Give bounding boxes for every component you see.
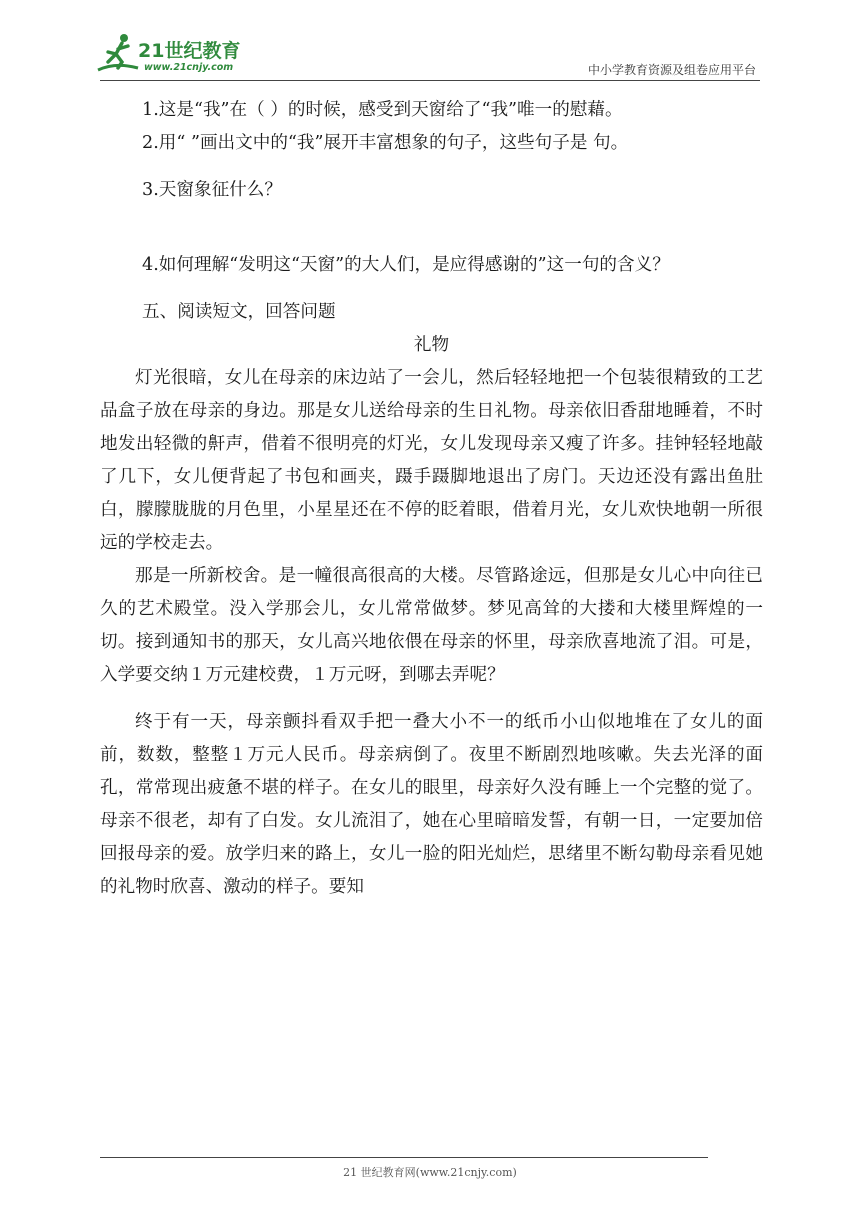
logo-text: 21世纪教育 bbox=[138, 40, 241, 62]
question-2: 2.用“ ”画出文中的“我”展开丰富想象的句子，这些句子是 句。 bbox=[142, 133, 629, 153]
section-heading: 五、阅读短文，回答问题 bbox=[142, 302, 336, 322]
story-paragraph: 终于有一天，母亲颤抖看双手把一叠大小不一的纸币小山似地堆在了女儿的面前，数数，整整１万元人民币。母亲病倒了。夜里不断剧烈地咳嗽。失去光泽的面孔，常常现出疲惫不堪的样子。在女儿的眼里，母亲好久没有睡上一个完整的觉了。母亲不很老，却有了白发。女儿流泪了，她在心里暗暗发誓，有朝一日，一定要加倍回报母亲的爱。放学归来的路上，女儿一脸的阳光灿烂，思绪里不断勾勒母亲看见她的礼物时欣喜、激动的样子。要知 bbox=[100, 712, 763, 897]
footer-divider bbox=[100, 1157, 708, 1158]
story-title: 礼物 bbox=[413, 335, 450, 355]
logo bbox=[94, 32, 264, 80]
page-header bbox=[0, 0, 860, 84]
page-footer: 21 世纪教育网(www.21cnjy.com) bbox=[343, 1166, 517, 1179]
document-body bbox=[100, 94, 763, 904]
logo-url: www.21cnjy.com bbox=[144, 62, 234, 73]
question-3: 3.天窗象征什么？ bbox=[142, 180, 282, 200]
question-1: 1.这是“我”在（ ）的时候，感受到天窗给了“我”唯一的慰藉。 bbox=[142, 100, 623, 120]
header-divider bbox=[100, 80, 760, 81]
question-4: 4.如何理解“发明这“天窗”的大人们，是应得感谢的”这一句的含义？ bbox=[142, 255, 670, 275]
story-paragraph: 灯光很暗，女儿在母亲的床边站了一会儿，然后轻轻地把一个包装很精致的工艺品盒子放在母亲的身边。那是女儿送给母亲的生日礼物。母亲依旧香甜地睡着，不时地发出轻微的鼾声，借着不很明亮的灯光，女儿发现母亲又瘦了许多。挂钟轻轻地敲了几下，女儿便背起了书包和画夹，蹑手蹑脚地退出了房门。天边还没有露出鱼肚白，朦朦胧胧的月色里，小星星还在不停的眨着眼，借着月光，女儿欢快地朝一所很远的学校走去。 bbox=[100, 368, 763, 553]
runner-logo-icon bbox=[94, 32, 144, 76]
story-paragraph: 那是一所新校舍。是一幢很高很高的大楼。尽管路途远，但那是女儿心中向往已久的艺术殿堂。没入学那会儿，女儿常常做梦。梦见高耸的大搂和大楼里辉煌的一切。接到通知书的那天，女儿高兴地依偎在母亲的怀里，母亲欣喜地流了泪。可是，入学要交纳１万元建校费，１万元呀，到哪去弄呢？ bbox=[100, 566, 763, 685]
platform-label: 中小学教育资源及组卷应用平台 bbox=[587, 63, 756, 77]
